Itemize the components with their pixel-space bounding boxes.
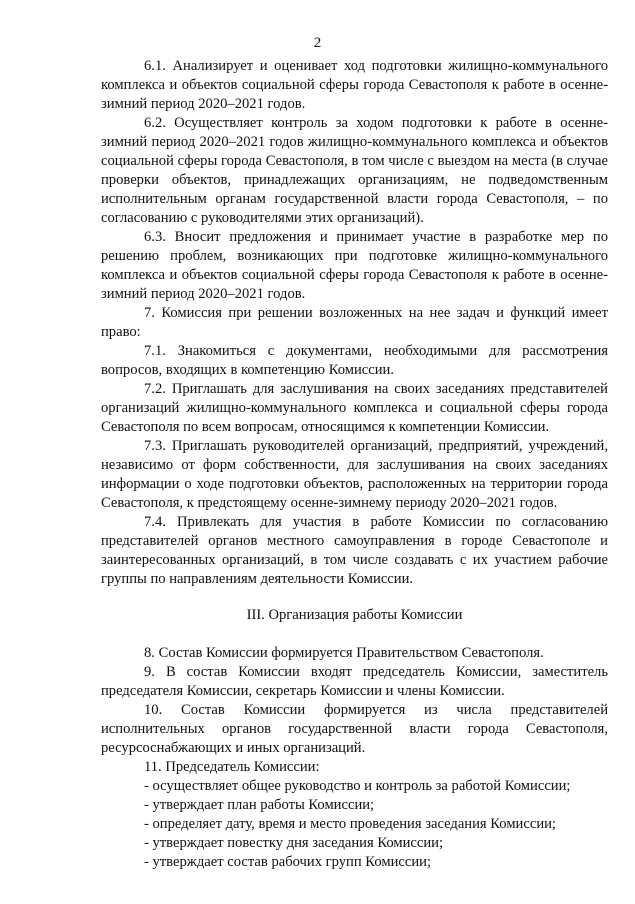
list-item: - утверждает состав рабочих групп Комиссии; — [144, 854, 432, 870]
paragraph-7-3: 7.3. Приглашать руководителей организаций, предприятий, учреждений, независимо от форм собственности, для заслушивания на своих заседаниях информации о ходе подготовки объектов, расположенных на территории города Севастополя, к предстоящему осенне-зимнему периоду 2020–2021 годов. — [101, 438, 608, 511]
chairman-duties-list — [101, 777, 608, 872]
paragraph-9: 9. В состав Комиссии входят председатель Комиссии, заместитель председателя Комиссии, секретарь Комиссии и члены Комиссии. — [101, 664, 608, 699]
paragraph-6-3: 6.3. Вносит предложения и принимает участие в разработке мер по решению проблем, возникающих при подготовке жилищно-коммунального комплекса и объектов социальной сферы города Севастополя к работе в осенне-зимний период 2020–2021 годов. — [101, 229, 608, 302]
paragraph-7-4: 7.4. Привлекать для участия в работе Комиссии по согласованию представителей органов местного самоуправления в городе Севастополе и заинтересованных организаций, в том числе создавать с их участием рабочие группы по направлениям деятельности Комиссии. — [101, 514, 608, 587]
list-item: - определяет дату, время и место проведения заседания Комиссии; — [144, 816, 556, 832]
list-item: - утверждает план работы Комиссии; — [144, 797, 375, 813]
document-body — [101, 57, 608, 872]
paragraph-6-2: 6.2. Осуществляет контроль за ходом подготовки к работе в осенне-зимний период 2020–2021 годов жилищно-коммунального комплекса и объектов социальной сферы города Севастополя, в том числе с выездом на места (в случае проверки объектов, принадлежащих организациям, не подведомственным исполнительным органам государственной власти города Севастополя, – по согласованию с руководителями этих организаций). — [101, 115, 608, 226]
paragraph-10: 10. Состав Комиссии формируется из числа представителей исполнительных органов государственной власти города Севастополя, ресурсоснабжающих и иных организаций. — [101, 702, 608, 756]
paragraph-7-2: 7.2. Приглашать для заслушивания на своих заседаниях представителей организаций жилищно-коммунального комплекса и социальной сферы города Севастополя по всем вопросам, относящимся к компетенции Комиссии. — [101, 381, 608, 435]
list-item: - осуществляет общее руководство и контроль за работой Комиссии; — [144, 778, 571, 794]
paragraph-7: 7. Комиссия при решении возложенных на нее задач и функций имеет право: — [101, 305, 608, 340]
paragraph-6-1: 6.1. Анализирует и оценивает ход подготовки жилищно-коммунального комплекса и объектов социальной сферы города Севастополя к работе в осенне-зимний период 2020–2021 годов. — [101, 58, 608, 112]
section-heading: III. Организация работы Комиссии — [246, 607, 463, 623]
list-item: - утверждает повестку дня заседания Комиссии; — [144, 835, 444, 851]
paragraph-11: 11. Председатель Комиссии: — [144, 759, 320, 775]
paragraph-8: 8. Состав Комиссии формируется Правительством Севастополя. — [144, 645, 544, 661]
page-number: 2 — [313, 35, 322, 51]
paragraph-7-1: 7.1. Знакомиться с документами, необходимыми для рассмотрения вопросов, входящих в компетенцию Комиссии. — [101, 343, 608, 378]
